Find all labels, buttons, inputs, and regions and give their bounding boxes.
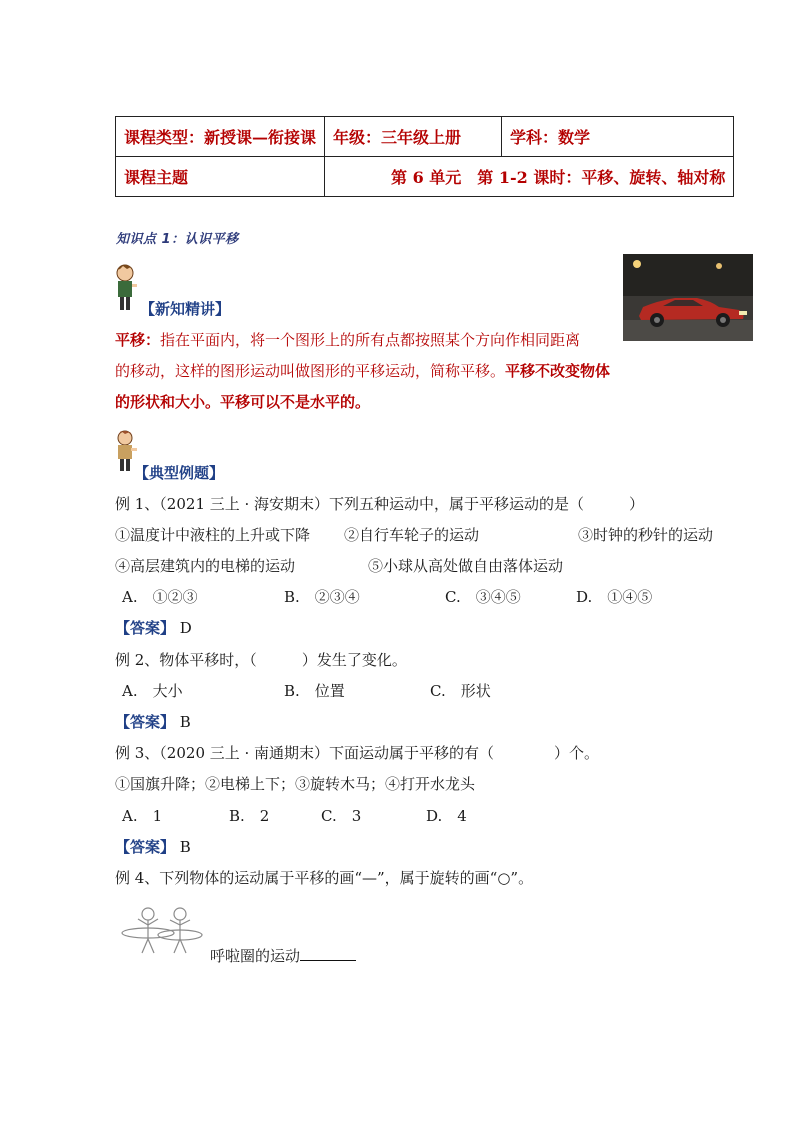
course-type-cell: 课程类型：新授课—衔接课	[116, 117, 325, 157]
hula-hoop-illustration	[118, 905, 204, 957]
example-3-answer	[115, 836, 191, 857]
answer-blank[interactable]	[300, 946, 356, 961]
translation-term: 平移：	[115, 331, 161, 349]
example-4-question: 例 4、下列物体的运动属于平移的画“—”，属于旋转的画“○”。	[115, 869, 534, 887]
example-1-option-2: ②自行车轮子的运动	[344, 526, 480, 544]
example-4-item-1	[210, 945, 356, 966]
moving-car-image	[623, 254, 753, 341]
example-1-choice-a: A. ①②③	[122, 588, 198, 606]
example-3-choice-c: C. 3	[321, 807, 362, 825]
example-1-question: 例 1、（2021 三上 · 海安期末）下列五种运动中，属于平移运动的是（ ）	[115, 495, 645, 513]
example-1-option-4: ④高层建筑内的电梯的运动	[115, 557, 296, 575]
answer-tag: 【答案】	[115, 838, 176, 856]
definition-emphasis-2: 平移不改变物体	[505, 362, 611, 380]
course-info-table	[115, 116, 734, 197]
example-1-choice-b: B. ②③④	[284, 588, 360, 606]
example-3-choice-a: A. 1	[122, 807, 163, 825]
translation-definition-line-3: 的形状和大小。平移可以不是水平的。	[115, 393, 371, 411]
hula-hoop-label: 呼啦圈的运动	[210, 947, 301, 965]
teacher-cartoon-icon	[112, 262, 138, 314]
example-1-choice-c: C. ③④⑤	[445, 588, 521, 606]
example-1-option-3: ③时钟的秒针的运动	[578, 526, 714, 544]
example-3-answer-value: B	[179, 838, 191, 856]
topic-label-cell: 课程主题	[116, 157, 325, 197]
subject-cell: 学科：数学	[502, 117, 734, 157]
definition-text-2: 的移动，这样的图形运动叫做图形的平移运动，简称平移。	[115, 362, 506, 380]
example-3-choice-b: B. 2	[229, 807, 270, 825]
typical-examples-tag: 【典型例题】	[134, 464, 225, 482]
example-2-choice-a: A. 大小	[122, 682, 183, 700]
example-1-option-1: ①温度计中液柱的上升或下降	[115, 526, 311, 544]
example-2-answer	[115, 711, 191, 732]
example-2-choice-b: B. 位置	[284, 682, 345, 700]
translation-definition-line-2	[115, 360, 610, 381]
answer-tag: 【答案】	[115, 619, 176, 637]
example-1-choice-d: D. ①④⑤	[576, 588, 653, 606]
new-knowledge-tag: 【新知精讲】	[140, 300, 231, 318]
example-3-question: 例 3、（2020 三上 · 南通期末）下面运动属于平移的有（ ）个。	[115, 744, 600, 762]
answer-tag: 【答案】	[115, 713, 176, 731]
knowledge-point-heading: 知识点 1：认识平移	[116, 232, 239, 247]
example-1-answer	[115, 617, 192, 638]
example-3-items: ①国旗升降；②电梯上下；③旋转木马；④打开水龙头	[115, 775, 476, 793]
example-2-choice-c: C. 形状	[430, 682, 491, 700]
grade-cell: 年级：三年级上册	[325, 117, 502, 157]
example-1-answer-value: D	[179, 619, 192, 637]
example-1-option-5: ⑤小球从高处做自由落体运动	[368, 557, 564, 575]
example-2-answer-value: B	[179, 713, 191, 731]
example-2-question: 例 2、物体平移时，（ ）发生了变化。	[115, 651, 407, 669]
topic-value-cell: 第 6 单元 第 1-2 课时：平移、旋转、轴对称	[325, 157, 734, 197]
translation-definition-line-1	[115, 329, 580, 350]
definition-text-1: 指在平面内，将一个图形上的所有点都按照某个方向作相同距离	[160, 331, 581, 349]
example-3-choice-d: D. 4	[426, 807, 467, 825]
